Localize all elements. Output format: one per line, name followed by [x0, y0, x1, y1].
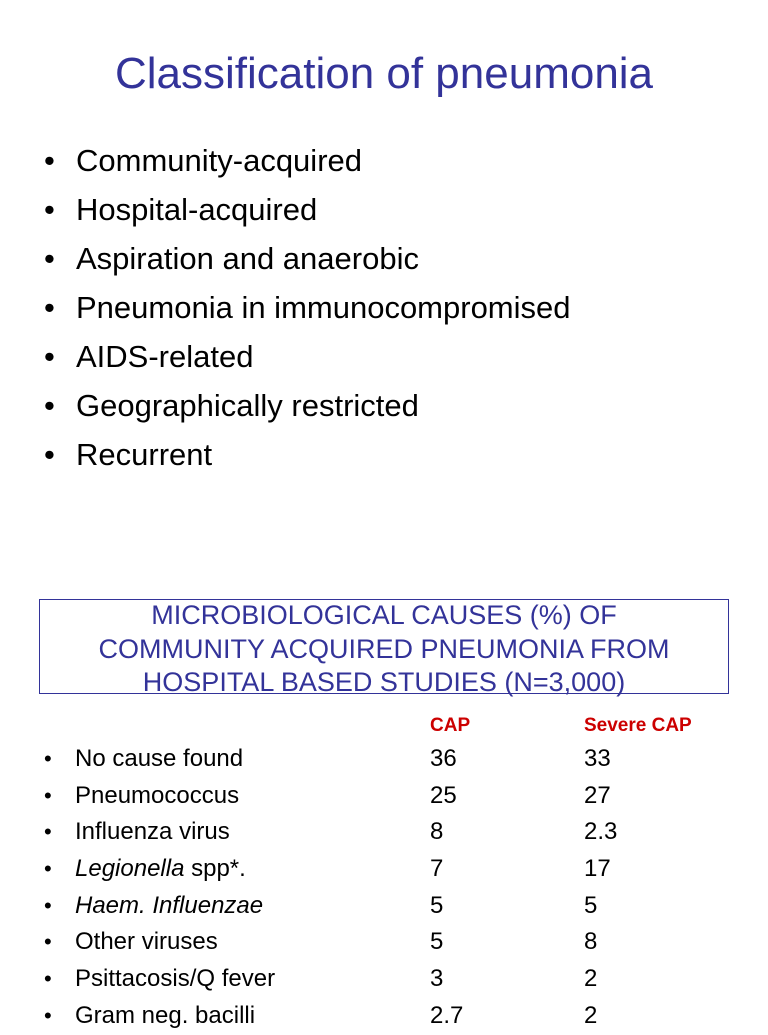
row-label-text: Influenza virus [75, 818, 230, 846]
table-row [44, 778, 617, 815]
row-label-text: No cause found [75, 745, 244, 772]
classification-list [44, 136, 571, 479]
cap-value: 5 [430, 891, 444, 919]
list-item-label: AIDS-related [76, 339, 254, 374]
severe-cap-value: 2 [584, 965, 598, 993]
table-row [44, 998, 617, 1035]
causes-table [44, 741, 617, 1035]
table-row [44, 741, 617, 778]
row-label [75, 961, 430, 998]
bullet-icon: • [44, 1002, 52, 1028]
column-header-cap: CAP [430, 715, 471, 736]
table-row [44, 888, 617, 925]
severe-cap-value: 5 [584, 891, 598, 919]
row-label-text: Gram neg. bacilli [75, 1001, 256, 1029]
bullet-icon: • [44, 339, 55, 374]
cap-value: 25 [430, 781, 457, 809]
list-item [44, 332, 571, 381]
list-item [44, 185, 571, 234]
cap-value: 36 [430, 745, 457, 772]
row-label [75, 924, 430, 961]
row-label [75, 814, 430, 851]
bullet-icon: • [44, 290, 55, 325]
severe-cap-value: 8 [584, 928, 598, 956]
causes-heading-line: COMMUNITY ACQUIRED PNEUMONIA FROM [98, 633, 670, 664]
row-label-text: Psittacosis/Q fever [75, 965, 276, 993]
row-label-italic: Legionella [75, 855, 185, 883]
bullet-icon: • [44, 437, 55, 472]
bullet-icon: • [44, 856, 52, 882]
list-item-label: Aspiration and anaerobic [76, 241, 419, 276]
list-item [44, 234, 571, 283]
row-label [75, 778, 430, 815]
page-title: Classification of pneumonia [114, 49, 654, 98]
list-item-label: Community-acquired [76, 143, 362, 178]
cap-value: 5 [430, 928, 444, 956]
bullet-icon: • [44, 892, 52, 918]
cap-value: 8 [430, 818, 444, 846]
list-item-label: Recurrent [76, 437, 213, 472]
row-label-text: spp*. [184, 855, 246, 883]
bullet-icon: • [44, 746, 52, 771]
severe-cap-value: 17 [584, 855, 611, 883]
column-header-severe-cap: Severe CAP [584, 715, 692, 736]
list-item-label: Geographically restricted [76, 388, 419, 423]
list-item [44, 283, 571, 332]
table-row [44, 961, 617, 998]
severe-cap-value: 33 [584, 745, 611, 772]
bullet-icon: • [44, 819, 52, 845]
bullet-icon: • [44, 143, 55, 178]
severe-cap-value: 2 [584, 1001, 598, 1029]
list-item [44, 136, 571, 185]
cap-value: 3 [430, 965, 444, 993]
severe-cap-value: 2.3 [584, 818, 618, 846]
bullet-icon: • [44, 388, 55, 423]
row-label [75, 851, 430, 888]
row-label-text: Pneumococcus [75, 781, 240, 809]
causes-heading-line: MICROBIOLOGICAL CAUSES (%) OF [151, 600, 617, 630]
severe-cap-value: 27 [584, 781, 611, 809]
table-row [44, 814, 617, 851]
row-label [75, 888, 430, 925]
bullet-icon: • [44, 782, 52, 808]
causes-heading-box [39, 599, 729, 697]
cap-value: 2.7 [430, 1001, 464, 1029]
bullet-icon: • [44, 241, 55, 276]
row-label-italic: Haem. Influenzae [75, 891, 264, 919]
list-item [44, 381, 571, 430]
bullet-icon: • [44, 929, 52, 955]
list-item-label: Pneumonia in immunocompromised [76, 290, 571, 325]
causes-heading-line: HOSPITAL BASED STUDIES (N=3,000) [142, 667, 626, 697]
cap-value: 7 [430, 855, 444, 883]
bullet-icon: • [44, 966, 52, 992]
table-row [44, 851, 617, 888]
list-item-label: Hospital-acquired [76, 192, 318, 227]
list-item [44, 430, 571, 479]
table-row [44, 924, 617, 961]
row-label [75, 998, 430, 1035]
row-label-text: Other viruses [75, 928, 218, 956]
bullet-icon: • [44, 192, 55, 227]
row-label [75, 741, 430, 778]
